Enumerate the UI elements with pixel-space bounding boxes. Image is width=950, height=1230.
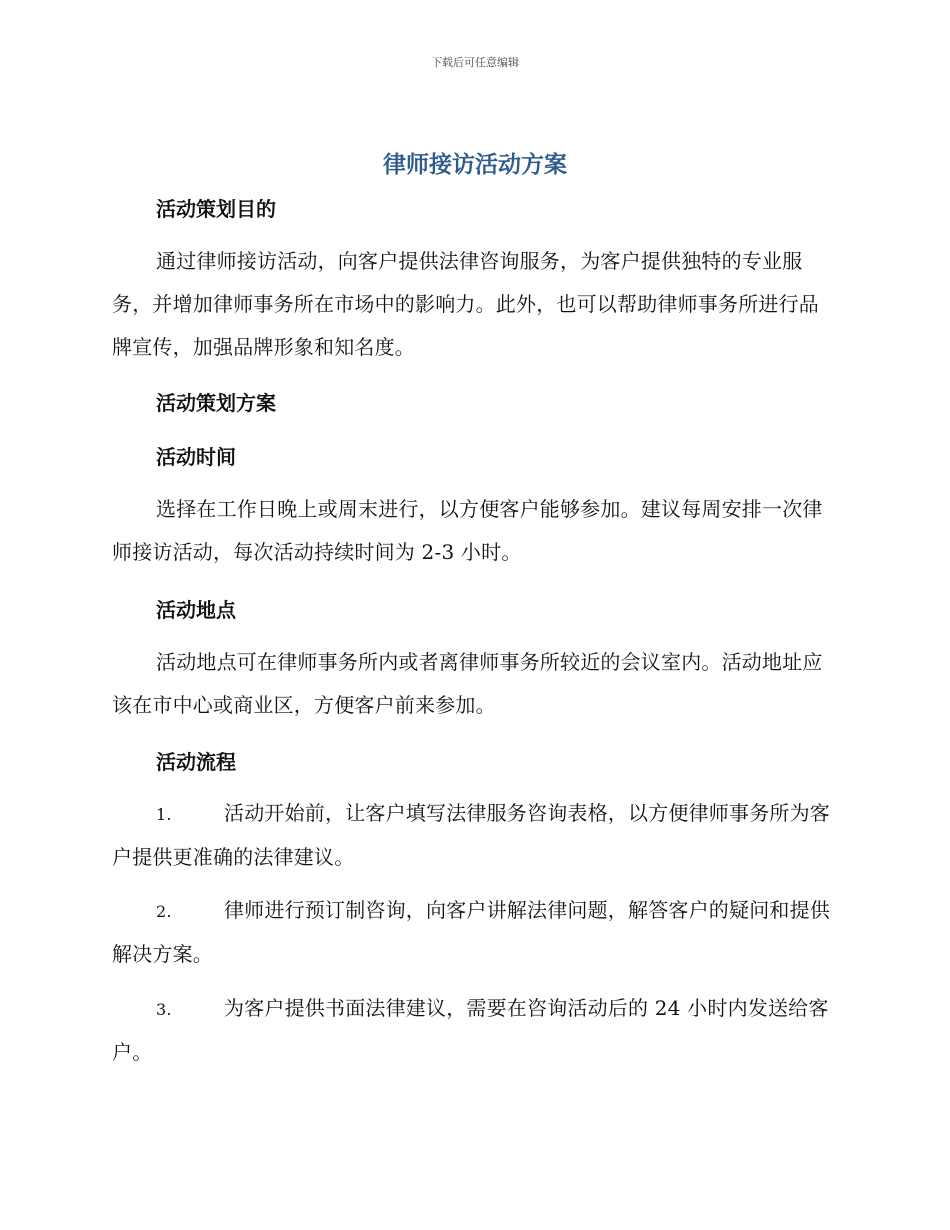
list-item-text: 活动开始前，让客户填写法律服务咨询表格，以方便律师事务所为客户提供更准确的法律建议。	[112, 801, 830, 869]
purpose-paragraph: 通过律师接访活动，向客户提供法律咨询服务，为客户提供独特的专业服务，并增加律师事务所在市场中的影响力。此外，也可以帮助律师事务所进行品牌宣传，加强品牌形象和知名度。	[112, 249, 819, 359]
list-item	[112, 792, 834, 879]
purpose-heading: 活动策划目的	[156, 197, 276, 221]
list-item-text: 为客户提供书面法律建议，需要在咨询活动后的 24 小时内发送给客户。	[112, 996, 829, 1064]
list-item-number: 3.	[156, 1000, 172, 1019]
plan-heading: 活动策划方案	[156, 391, 276, 415]
list-item	[112, 889, 834, 976]
list-item-text: 律师进行预订制咨询，向客户讲解法律问题，解答客户的疑问和提供解决方案。	[112, 898, 830, 966]
list-item-number: 2.	[156, 902, 172, 921]
location-heading: 活动地点	[156, 598, 236, 622]
time-heading: 活动时间	[156, 445, 236, 469]
document-title: 律师接访活动方案	[383, 152, 567, 178]
list-item	[112, 987, 834, 1074]
location-paragraph: 活动地点可在律师事务所内或者离律师事务所较近的会议室内。活动地址应该在市中心或商业区，方便客户前来参加。	[112, 650, 823, 717]
time-paragraph: 选择在工作日晚上或周末进行，以方便客户能够参加。建议每周安排一次律师接访活动，每次活动持续时间为 2-3 小时。	[112, 497, 823, 564]
process-heading: 活动流程	[156, 750, 236, 774]
header-note: 下载后可任意编辑	[431, 56, 519, 69]
list-item-number: 1.	[156, 805, 172, 824]
